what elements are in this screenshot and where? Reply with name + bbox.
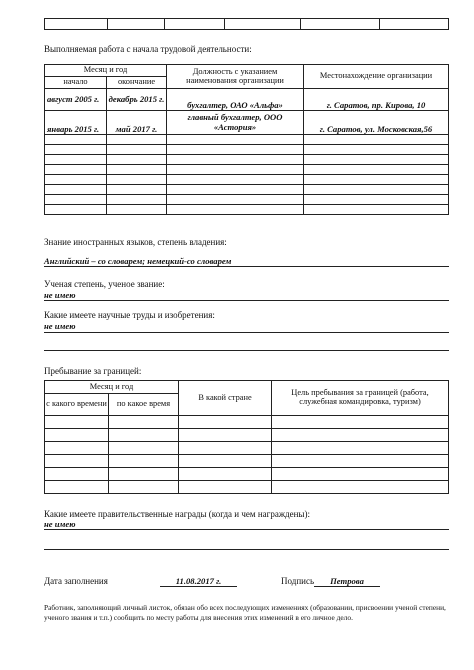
degree-label: Ученая степень, ученое звание: <box>44 279 165 289</box>
work-location-cell: г. Саратов, ул. Московская,56 <box>304 111 449 135</box>
abroad-table <box>44 380 449 494</box>
abroad-col-country: В какой стране <box>179 381 272 416</box>
degree-value: не имею <box>44 290 76 300</box>
abroad-col-month-year: Месяц и год <box>45 381 179 394</box>
table-row <box>45 429 449 442</box>
table-row <box>45 165 449 175</box>
awards-label: Какие имеете правительственные награды (когда и чем награждены): <box>44 509 310 519</box>
work-start-cell: январь 2015 г. <box>45 111 107 135</box>
table-row <box>45 195 449 205</box>
table-row <box>45 145 449 155</box>
abroad-col-from: с какого времени <box>45 394 109 416</box>
signature-value: Петрова <box>314 576 380 587</box>
work-col-start: начало <box>45 77 107 89</box>
works-underline-2 <box>44 350 449 351</box>
degree-underline <box>44 300 449 301</box>
awards-value: не имею <box>44 519 76 529</box>
works-label: Какие имеете научные труды и изобретения: <box>44 310 215 320</box>
table-row <box>45 175 449 185</box>
abroad-heading: Пребывание за границей: <box>44 366 142 376</box>
work-position-cell: главный бухгалтер, ООО «Астория» <box>167 111 304 135</box>
work-start-cell: август 2005 г. <box>45 89 107 111</box>
work-position-cell: бухгалтер, ОАО «Альфа» <box>167 89 304 111</box>
table-row <box>45 185 449 195</box>
footer-note: Работник, заполняющий личный листок, обязан обо всех последующих изменениях (образовании, присвоении ученой степени, ученого звания и т.п.) сообщить по месту работы для внесения этих изменений в его личное дело. <box>44 603 446 622</box>
work-col-month-year: Месяц и год <box>45 65 167 77</box>
work-heading: Выполняемая работа с начала трудовой деятельности: <box>44 44 252 54</box>
table-row <box>45 455 449 468</box>
table-row <box>45 416 449 429</box>
table-row <box>45 135 449 145</box>
abroad-col-to: по какое время <box>109 394 179 416</box>
date-label: Дата заполнения <box>44 576 108 586</box>
table-row <box>45 442 449 455</box>
awards-underline-2 <box>44 549 449 550</box>
works-underline-1 <box>44 332 449 333</box>
works-value: не имею <box>44 321 76 331</box>
work-history-table <box>44 64 449 215</box>
work-end-cell: май 2017 г. <box>107 111 167 135</box>
awards-underline-1 <box>44 529 449 530</box>
table-row <box>45 111 449 135</box>
date-value: 11.08.2017 г. <box>160 576 237 587</box>
work-location-cell: г. Саратов, пр. Кирова, 10 <box>304 89 449 111</box>
work-col-end: окончание <box>107 77 167 89</box>
table-row <box>45 205 449 215</box>
languages-underline <box>44 266 449 267</box>
work-col-position: Должность с указанием наименования организации <box>167 65 304 89</box>
abroad-col-purpose: Цель пребывания за границей (работа, служебная командировка, туризм) <box>272 381 449 416</box>
work-end-cell: декабрь 2015 г. <box>107 89 167 111</box>
signature-label: Подпись <box>281 576 315 586</box>
table-row <box>45 468 449 481</box>
top-table-stub <box>44 18 449 30</box>
languages-value: Английский – со словарем; немецкий-со словарем <box>44 256 232 266</box>
table-row <box>45 89 449 111</box>
table-row <box>45 155 449 165</box>
work-col-location: Местонахождение организации <box>304 65 449 89</box>
languages-label: Знание иностранных языков, степень владения: <box>44 237 227 247</box>
table-row <box>45 481 449 494</box>
